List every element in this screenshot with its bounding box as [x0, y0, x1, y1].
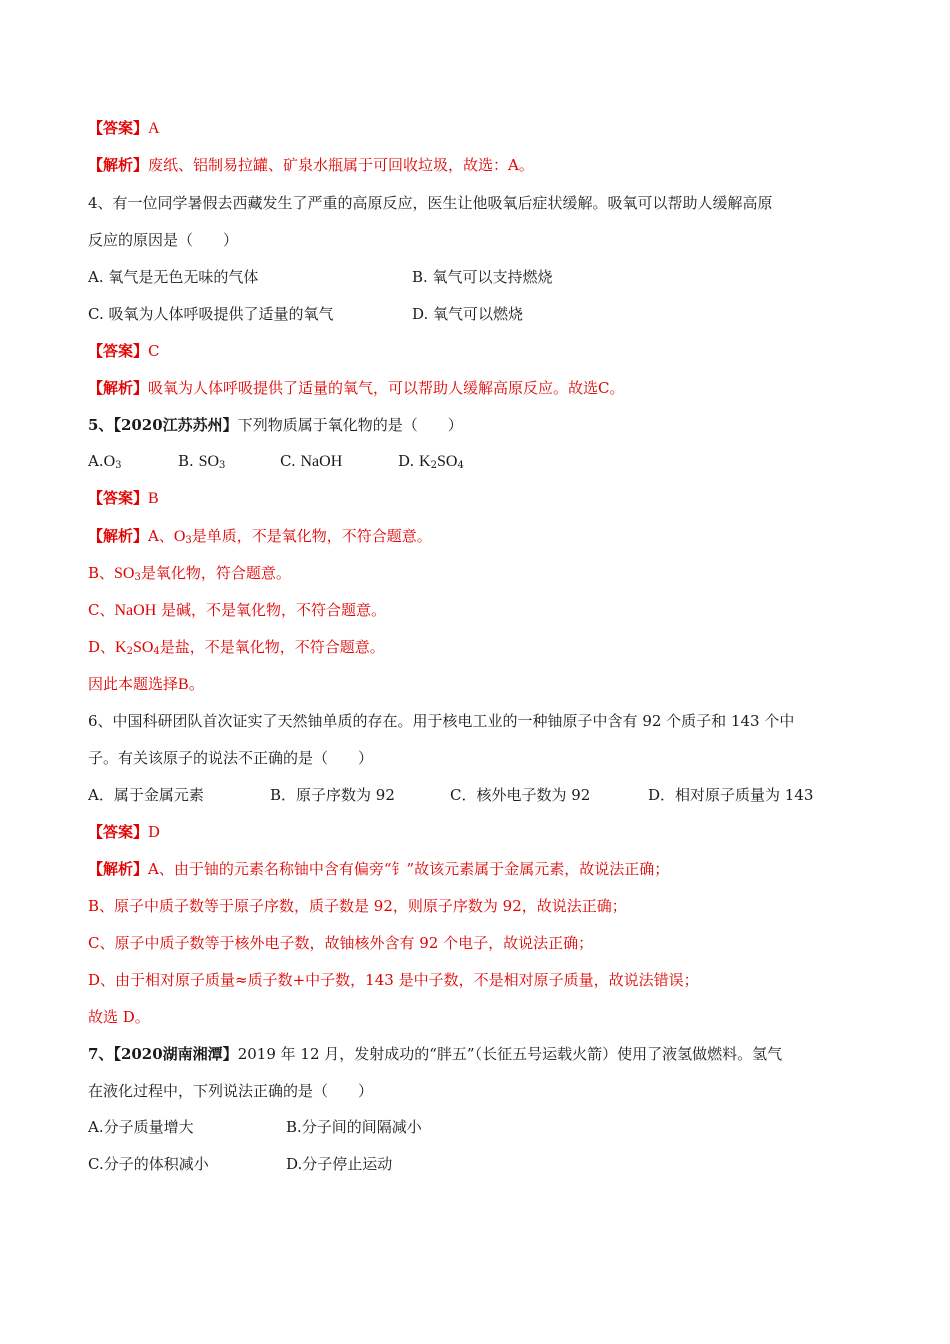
answer-label: 【答案】: [88, 823, 149, 841]
answer-label: 【答案】: [88, 342, 149, 360]
q7-source: 【2020湖南湘潭】: [113, 1045, 238, 1063]
analysis-text: 废纸、铝制易拉罐、矿泉水瓶属于可回收垃圾，故选：A。: [148, 156, 534, 174]
q7-stem-line2: 在液化过程中，下列说法正确的是（ ）: [88, 1082, 374, 1100]
q5-option-c: C. NaOH: [280, 452, 343, 470]
q5-number: 5、: [88, 416, 114, 434]
q5-source: 【2020江苏苏州】: [113, 416, 238, 434]
q4-options-row2: [88, 304, 524, 324]
q5-analysis-a: 【解析】A、$O_3$是单质，不是氧化物，不符合题意。: [88, 527, 432, 546]
answer-value: C: [148, 342, 160, 360]
q4-options-row1: [88, 267, 553, 287]
q6-option-d: D．相对原子质量为 143: [648, 786, 814, 804]
q7-option-b: B.分子间的间隔减小: [286, 1118, 422, 1136]
q6-stem-line2: 子。有关该原子的说法不正确的是（ ）: [88, 749, 374, 767]
q5-conclusion: 因此本题选择B。: [88, 675, 205, 693]
q5-stem-text: 下列物质属于氧化物的是（ ）: [237, 416, 463, 434]
q7-number: 7、: [88, 1045, 114, 1063]
q6-conclusion: 故选 D。: [88, 1008, 150, 1026]
q6-answer: [88, 822, 160, 842]
q6-analysis-d: D、由于相对原子质量≈质子数+中子数，143 是中子数，不是相对原子质量，故说法错误；: [88, 971, 699, 989]
q5-option-a: $A.O_3$: [88, 452, 122, 471]
q4-stem-line1: 4、有一位同学暑假去西藏发生了严重的高原反应，医生让他吸氧后症状缓解。吸氧可以帮助人缓解高原: [88, 194, 773, 212]
analysis-label: 【解析】: [88, 156, 149, 174]
q4-option-d: D. 氧气可以燃烧: [412, 305, 524, 323]
q4-stem-line2: 反应的原因是（ ）: [88, 231, 239, 249]
q5-answer: [88, 488, 159, 509]
q4-analysis: [88, 378, 625, 398]
q7-option-c: C.分子的体积减小: [88, 1155, 209, 1173]
q5-option-d: D. $K_2SO_4$: [398, 452, 464, 471]
q5-stem: [88, 415, 463, 435]
q5-analysis-b: B、$SO_3$是氧化物，符合题意。: [88, 564, 291, 583]
q7-options-row1: [88, 1117, 422, 1137]
analysis-label: 【解析】: [88, 379, 149, 397]
q5-options: [88, 451, 464, 472]
q7-options-row2: [88, 1154, 393, 1174]
answer-label: 【答案】: [88, 489, 149, 507]
q6-stem-line1: 6、中国科研团队首次证实了天然铀单质的存在。用于核电工业的一种铀原子中含有 92 个质子和 143 个中: [88, 712, 795, 730]
q6-analysis-c: C、原子中质子数等于核外电子数，故铀核外含有 92 个电子，故说法正确；: [88, 934, 594, 952]
q6-option-c: C．核外电子数为 92: [450, 786, 591, 804]
q6-option-b: B．原子序数为 92: [270, 786, 395, 804]
analysis-label: 【解析】: [88, 860, 149, 878]
q4-option-b: B. 氧气可以支持燃烧: [412, 268, 553, 286]
answer-value: D: [148, 823, 161, 841]
q4-option-a: A. 氧气是无色无味的气体: [88, 268, 259, 286]
q6-analysis-a: 【解析】A、由于铀的元素名称铀中含有偏旁“钅”故该元素属于金属元素，故说法正确；: [88, 860, 670, 878]
q6-options: [88, 785, 814, 805]
q7-option-d: D.分子停止运动: [286, 1155, 393, 1173]
q3-analysis: [88, 155, 534, 175]
q7-stem-line1: [88, 1044, 782, 1064]
q4-option-c: C. 吸氧为人体呼吸提供了适量的氧气: [88, 305, 334, 323]
answer-value: B: [148, 490, 159, 507]
q5-analysis-c: C、NaOH 是碱，不是氧化物，不符合题意。: [88, 601, 387, 619]
q3-answer: [88, 118, 160, 139]
answer-value: A: [148, 120, 160, 137]
analysis-label: 【解析】: [88, 527, 149, 545]
analysis-text: 吸氧为人体呼吸提供了适量的氧气，可以帮助人缓解高原反应。故选C。: [148, 379, 625, 397]
answer-label: 【答案】: [88, 119, 149, 137]
q6-option-a: A．属于金属元素: [88, 786, 204, 804]
q7-stem-text: 2019 年 12 月，发射成功的“胖五”（长征五号运载火箭）使用了液氢做燃料。氢气: [237, 1045, 783, 1063]
q6-analysis-b: B、原子中质子数等于原子序数，质子数是 92，则原子序数为 92，故说法正确；: [88, 897, 627, 915]
q5-analysis-d: D、$K_2SO_4$是盐，不是氧化物，不符合题意。: [88, 638, 385, 657]
q5-option-b: B. $SO_3$: [178, 452, 226, 471]
q4-answer: [88, 341, 160, 361]
q7-option-a: A.分子质量增大: [88, 1118, 194, 1136]
